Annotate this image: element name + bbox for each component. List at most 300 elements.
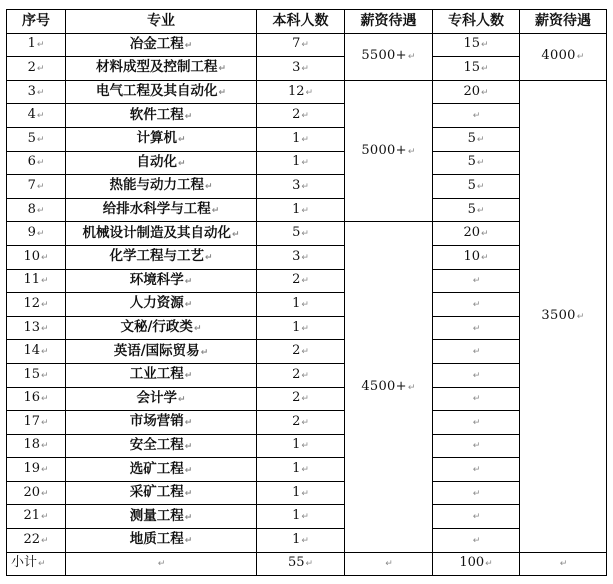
row-major [66,222,257,246]
row-bachelor-count [257,387,345,411]
paragraph-mark-icon: ↵ [407,382,416,393]
paragraph-mark-icon: ↵ [184,371,193,382]
row-bachelor-count-text: 1 [292,531,301,547]
row-no-text: 15 [23,366,40,382]
row-major [66,245,257,269]
row-major [66,269,257,293]
table-row [7,269,607,293]
paragraph-mark-icon: ↵ [36,229,45,240]
row-bachelor-count [257,411,345,435]
row-no [7,434,66,458]
paragraph-mark-icon: ↵ [193,324,202,335]
header-college-count: 专科人数 [433,10,520,34]
row-major [66,481,257,505]
paragraph-mark-icon: ↵ [472,441,481,452]
paragraph-mark-icon: ↵ [41,417,49,428]
bachelor-salary-group-text: 4500+ [361,378,407,394]
paragraph-mark-icon: ↵ [301,441,309,452]
row-bachelor-count [257,104,345,128]
paragraph-mark-icon: ↵ [472,370,481,381]
row-no [7,529,66,553]
row-bachelor-count [257,269,345,293]
row-bachelor-count [257,458,345,482]
header-bachelor-salary: 薪资待遇 [345,10,433,34]
table-row [7,57,607,81]
paragraph-mark-icon: ↵ [41,535,49,546]
row-bachelor-count [257,127,345,151]
row-major-text: 市场营销 [129,413,184,430]
row-bachelor-count-text: 1 [292,319,301,335]
paragraph-mark-icon: ↵ [476,158,485,169]
paragraph-mark-icon: ↵ [41,276,49,287]
row-major-text: 给排水科学与工程 [102,201,211,218]
row-no [7,481,66,505]
row-bachelor-count-text: 3 [292,59,301,75]
paragraph-mark-icon: ↵ [36,181,45,192]
row-bachelor-count-text: 1 [292,461,301,477]
row-major [66,434,257,458]
row-college-count-text: 20 [463,83,480,99]
totals-major-empty [66,552,257,576]
totals-row [7,552,607,576]
paragraph-mark-icon: ↵ [41,488,49,499]
table-row [7,151,607,175]
row-major [66,387,257,411]
totals-college [433,552,520,576]
row-no-text: 20 [23,484,40,500]
row-major-text: 化学工程与工艺 [109,248,204,265]
row-no-text: 14 [23,343,40,359]
row-no [7,57,66,81]
paragraph-mark-icon: ↵ [481,40,489,51]
row-college-count [433,198,520,222]
row-major-text: 材料成型及控制工程 [95,59,218,76]
table-row [7,387,607,411]
college-salary-group-text: 3500 [541,307,576,323]
paragraph-mark-icon: ↵ [204,182,213,193]
paragraph-mark-icon: ↵ [472,488,481,499]
row-college-count [433,245,520,269]
paragraph-mark-icon: ↵ [184,111,193,122]
row-major [66,80,257,104]
paragraph-mark-icon: ↵ [184,40,193,51]
row-major [66,505,257,529]
paragraph-mark-icon: ↵ [177,394,186,405]
table-row [7,175,607,199]
row-no [7,127,66,151]
paragraph-mark-icon: ↵ [184,441,193,452]
paragraph-mark-icon: ↵ [36,40,45,51]
paragraph-mark-icon: ↵ [41,465,49,476]
paragraph-mark-icon: ↵ [301,299,309,310]
row-major [66,293,257,317]
row-no [7,387,66,411]
paragraph-mark-icon: ↵ [41,347,49,358]
row-major [66,411,257,435]
row-bachelor-count [257,316,345,340]
row-college-count [433,57,520,81]
row-no [7,222,66,246]
row-no-text: 7 [27,177,36,193]
row-bachelor-count-text: 2 [292,343,301,359]
header-bachelor-count: 本科人数 [257,10,345,34]
paragraph-mark-icon: ↵ [559,559,568,570]
row-bachelor-count [257,340,345,364]
row-major-text: 采矿工程 [129,484,184,501]
paragraph-mark-icon: ↵ [472,347,481,358]
header-no: 序号 [7,10,66,34]
row-major-text: 会计学 [136,389,177,406]
paragraph-mark-icon: ↵ [177,158,186,169]
row-major-text: 软件工程 [129,106,184,123]
paragraph-mark-icon: ↵ [301,465,309,476]
table-row [7,198,607,222]
paragraph-mark-icon: ↵ [157,559,166,570]
table-row [7,505,607,529]
row-no [7,316,66,340]
paragraph-mark-icon: ↵ [301,158,309,169]
row-bachelor-count [257,481,345,505]
paragraph-mark-icon: ↵ [301,181,309,192]
row-college-count-empty [433,481,520,505]
row-college-count-empty [433,340,520,364]
paragraph-mark-icon: ↵ [231,229,240,240]
table-row [7,245,607,269]
row-no-text: 21 [23,508,40,524]
paragraph-mark-icon: ↵ [36,63,45,74]
table-row [7,127,607,151]
paragraph-mark-icon: ↵ [472,465,481,476]
row-no-text: 1 [27,36,36,52]
row-college-count-empty [433,434,520,458]
recruitment-salary-table [6,9,607,576]
paragraph-mark-icon: ↵ [41,370,49,381]
paragraph-mark-icon: ↵ [301,394,309,405]
table-row [7,340,607,364]
row-bachelor-count-text: 1 [292,201,301,217]
row-bachelor-count-text: 2 [292,413,301,429]
row-bachelor-count [257,363,345,387]
row-bachelor-count [257,245,345,269]
paragraph-mark-icon: ↵ [481,252,489,263]
paragraph-mark-icon: ↵ [301,205,309,216]
row-bachelor-count-text: 1 [292,437,301,453]
paragraph-mark-icon: ↵ [41,394,49,405]
paragraph-mark-icon: ↵ [407,52,416,63]
paragraph-mark-icon: ↵ [184,300,193,311]
paragraph-mark-icon: ↵ [218,88,227,99]
table-row [7,33,607,57]
row-college-count-empty [433,387,520,411]
row-major-text: 安全工程 [129,436,184,453]
college-salary-group-text: 4000 [541,48,576,64]
paragraph-mark-icon: ↵ [301,252,309,263]
row-college-count [433,222,520,246]
paragraph-mark-icon: ↵ [472,276,481,287]
row-major-text: 人力资源 [129,295,184,312]
totals-college-text: 100 [459,555,485,571]
row-bachelor-count-text: 1 [292,484,301,500]
row-bachelor-count-text: 7 [292,36,301,52]
paragraph-mark-icon: ↵ [476,205,485,216]
table-row [7,104,607,128]
row-college-count [433,127,520,151]
row-major-text: 环境科学 [129,271,184,288]
row-bachelor-count [257,80,345,104]
row-major [66,151,257,175]
row-bachelor-count-text: 1 [292,295,301,311]
row-bachelor-count [257,57,345,81]
row-major-text: 测量工程 [129,507,184,524]
header-major: 专业 [66,10,257,34]
paragraph-mark-icon: ↵ [301,512,309,523]
paragraph-mark-icon: ↵ [472,417,481,428]
totals-bachelor-salary-empty [345,552,433,576]
paragraph-mark-icon: ↵ [41,252,49,263]
row-college-count-empty [433,316,520,340]
paragraph-mark-icon: ↵ [184,536,193,547]
row-no-text: 19 [23,461,40,477]
row-college-count-empty [433,104,520,128]
paragraph-mark-icon: ↵ [36,111,45,122]
row-no-text: 4 [27,107,36,123]
table-row [7,293,607,317]
row-major-text: 冶金工程 [129,35,184,52]
row-college-count-empty [433,293,520,317]
row-major-text: 选矿工程 [129,460,184,477]
row-no [7,80,66,104]
row-no [7,151,66,175]
row-college-count [433,175,520,199]
paragraph-mark-icon: ↵ [472,394,481,405]
row-major-text: 工业工程 [129,366,184,383]
row-no-text: 5 [27,130,36,146]
row-no-text: 11 [23,272,40,288]
row-college-count-empty [433,458,520,482]
bachelor-salary-group [345,80,433,222]
row-no [7,363,66,387]
paragraph-mark-icon: ↵ [36,205,45,216]
row-major [66,175,257,199]
row-no-text: 8 [27,201,36,217]
row-no [7,293,66,317]
bachelor-salary-group [345,33,433,80]
totals-label-text: 小计 [11,555,38,571]
row-college-count-empty [433,529,520,553]
row-bachelor-count-text: 1 [292,508,301,524]
table-row [7,411,607,435]
row-bachelor-count [257,434,345,458]
totals-label [7,552,66,576]
paragraph-mark-icon: ↵ [301,488,309,499]
paragraph-mark-icon: ↵ [41,299,49,310]
table-row [7,316,607,340]
paragraph-mark-icon: ↵ [301,111,309,122]
row-major [66,198,257,222]
row-bachelor-count [257,175,345,199]
paragraph-mark-icon: ↵ [204,253,213,264]
paragraph-mark-icon: ↵ [36,158,45,169]
bachelor-salary-group-text: 5500+ [361,48,407,64]
paragraph-mark-icon: ↵ [301,535,309,546]
row-bachelor-count-text: 12 [287,83,305,99]
row-no [7,245,66,269]
row-major [66,33,257,57]
paragraph-mark-icon: ↵ [472,323,481,334]
header-row [7,10,607,34]
row-college-count-empty [433,411,520,435]
paragraph-mark-icon: ↵ [476,181,485,192]
row-major [66,104,257,128]
paragraph-mark-icon: ↵ [301,276,309,287]
row-major-text: 文秘/行政类 [120,319,193,336]
row-bachelor-count [257,529,345,553]
paragraph-mark-icon: ↵ [485,559,493,570]
row-major [66,529,257,553]
row-bachelor-count-text: 2 [292,107,301,123]
row-no [7,340,66,364]
row-no [7,175,66,199]
row-bachelor-count-text: 2 [292,390,301,406]
row-college-count-text: 5 [467,177,476,193]
paragraph-mark-icon: ↵ [301,370,309,381]
row-no [7,198,66,222]
paragraph-mark-icon: ↵ [301,40,309,51]
paragraph-mark-icon: ↵ [301,229,309,240]
paragraph-mark-icon: ↵ [200,347,209,358]
paragraph-mark-icon: ↵ [481,87,489,98]
totals-college-salary-empty [520,552,607,576]
row-major-text: 热能与动力工程 [109,177,204,194]
totals-bachelor [257,552,345,576]
row-college-count [433,80,520,104]
paragraph-mark-icon: ↵ [301,63,309,74]
row-bachelor-count-text: 1 [292,154,301,170]
row-major [66,340,257,364]
college-salary-group [520,80,607,552]
paragraph-mark-icon: ↵ [472,299,481,310]
row-bachelor-count-text: 5 [292,225,301,241]
row-major-text: 英语/国际贸易 [113,342,200,359]
row-college-count-empty [433,363,520,387]
row-college-count-text: 10 [463,248,480,264]
row-bachelor-count [257,198,345,222]
paragraph-mark-icon: ↵ [184,489,193,500]
row-bachelor-count-text: 2 [292,366,301,382]
row-college-count [433,151,520,175]
row-major-text: 自动化 [136,153,177,170]
paragraph-mark-icon: ↵ [218,64,227,75]
row-major-text: 机械设计制造及其自动化 [82,224,231,241]
row-no [7,269,66,293]
row-major-text: 电气工程及其自动化 [95,83,218,100]
row-college-count-text: 15 [463,59,480,75]
paragraph-mark-icon: ↵ [211,206,220,217]
row-college-count-text: 5 [467,201,476,217]
paragraph-mark-icon: ↵ [305,87,314,98]
paragraph-mark-icon: ↵ [184,418,193,429]
row-no-text: 9 [27,225,36,241]
bachelor-salary-group-text: 5000+ [361,142,407,158]
row-no [7,104,66,128]
paragraph-mark-icon: ↵ [576,52,585,63]
header-college-salary: 薪资待遇 [520,10,607,34]
paragraph-mark-icon: ↵ [41,441,49,452]
row-no-text: 22 [23,531,40,547]
paragraph-mark-icon: ↵ [481,63,489,74]
paragraph-mark-icon: ↵ [36,134,45,145]
paragraph-mark-icon: ↵ [41,512,49,523]
paragraph-mark-icon: ↵ [184,276,193,287]
row-no [7,505,66,529]
row-college-count-empty [433,269,520,293]
row-no-text: 3 [27,83,36,99]
row-no-text: 2 [27,59,36,75]
row-bachelor-count-text: 3 [292,248,301,264]
table-row [7,458,607,482]
row-bachelor-count-text: 2 [292,272,301,288]
table-row [7,529,607,553]
paragraph-mark-icon: ↵ [407,146,416,157]
totals-bachelor-text: 55 [287,555,305,571]
row-major [66,127,257,151]
row-no-text: 12 [23,295,40,311]
table-row [7,481,607,505]
row-no-text: 17 [23,413,40,429]
paragraph-mark-icon: ↵ [184,465,193,476]
paragraph-mark-icon: ↵ [481,229,489,240]
row-college-count [433,33,520,57]
paragraph-mark-icon: ↵ [177,135,186,146]
paragraph-mark-icon: ↵ [476,134,485,145]
row-major [66,363,257,387]
paragraph-mark-icon: ↵ [385,559,393,570]
row-major-text: 地质工程 [129,531,184,548]
row-college-count-text: 15 [463,36,480,52]
table-row [7,222,607,246]
row-college-count-text: 20 [463,225,480,241]
row-bachelor-count [257,293,345,317]
row-no [7,411,66,435]
table-body [7,33,607,576]
paragraph-mark-icon: ↵ [36,87,45,98]
row-bachelor-count [257,505,345,529]
table-row [7,434,607,458]
paragraph-mark-icon: ↵ [472,111,481,122]
table-row [7,363,607,387]
paragraph-mark-icon: ↵ [301,347,309,358]
row-no-text: 18 [23,437,40,453]
row-major [66,57,257,81]
bachelor-salary-group [345,222,433,552]
row-no [7,33,66,57]
row-college-count-empty [433,505,520,529]
college-salary-group [520,33,607,80]
paragraph-mark-icon: ↵ [472,512,481,523]
row-bachelor-count-text: 1 [292,130,301,146]
row-no-text: 13 [23,319,40,335]
paragraph-mark-icon: ↵ [576,311,585,322]
table-row [7,80,607,104]
row-college-count-text: 5 [467,154,476,170]
row-major [66,458,257,482]
row-no-text: 10 [23,248,40,264]
row-bachelor-count [257,33,345,57]
paragraph-mark-icon: ↵ [184,512,193,523]
row-major-text: 计算机 [136,130,177,147]
paragraph-mark-icon: ↵ [305,559,314,570]
row-no [7,458,66,482]
